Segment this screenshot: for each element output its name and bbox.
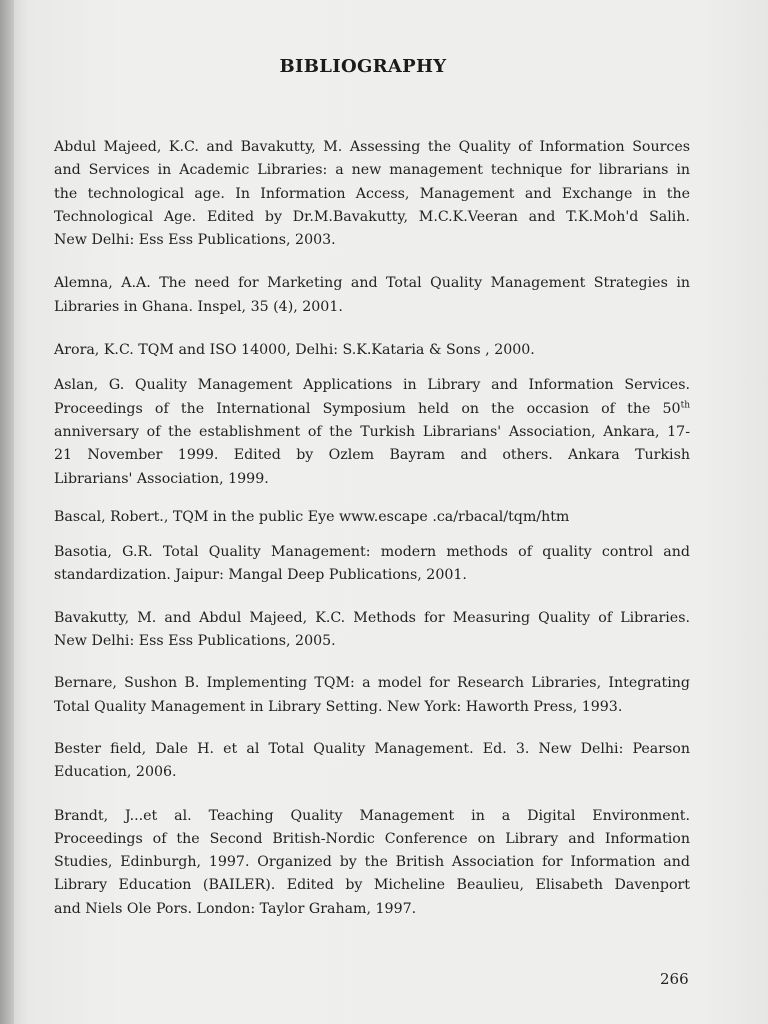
bibliography-entry (54, 272, 690, 319)
bibliography-entry (54, 339, 690, 362)
entry-line-text: Proceedings of the International Symposium held on the occasion of the 50 (54, 400, 681, 417)
entry-line: Aslan, G. Quality Management Applications in Library and Information Services. (54, 377, 690, 394)
page-title: BIBLIOGRAPHY (279, 56, 447, 77)
bibliography-entry (54, 607, 690, 654)
entry-line: and Niels Ole Pors. London: Taylor Graham, 1997. (54, 900, 417, 917)
entry-line: New Delhi: Ess Ess Publications, 2003. (54, 232, 336, 249)
entry-line: standardization. Jaipur: Mangal Deep Publications, 2001. (54, 567, 467, 584)
entry-line: Bernare, Sushon B. Implementing TQM: a model for Research Libraries, Integrating (54, 675, 690, 692)
entry-line: New Delhi: Ess Ess Publications, 2005. (54, 633, 336, 650)
entry-line: Education, 2006. (54, 764, 177, 781)
entry-line: Bavakutty, M. and Abdul Majeed, K.C. Methods for Measuring Quality of Libraries. (54, 609, 690, 626)
bibliography-entry (54, 506, 690, 529)
bibliography-list (54, 136, 690, 921)
entry-line: Technological Age. Edited by Dr.M.Bavakutty, M.C.K.Veeran and T.K.Moh'd Salih. (54, 208, 690, 225)
bibliography-entry (54, 805, 690, 921)
entry-line: Arora, K.C. TQM and ISO 14000, Delhi: S.K.Kataria & Sons , 2000. (54, 342, 535, 359)
entry-line: Bester field, Dale H. et al Total Quality Management. Ed. 3. New Delhi: Pearson (54, 740, 690, 757)
entry-line: Proceedings of the Second British-Nordic Conference on Library and Information (54, 830, 690, 847)
bibliography-entry (54, 541, 690, 588)
entry-line: Library Education (BAILER). Edited by Micheline Beaulieu, Elisabeth Davenport (54, 877, 690, 894)
page-binding-shadow (0, 0, 14, 1024)
entry-line: anniversary of the establishment of the Turkish Librarians' Association, Ankara, 17- (54, 423, 690, 440)
entry-line: Brandt, J...et al. Teaching Quality Management in a Digital Environment. (54, 807, 690, 824)
entry-line: Bascal, Robert., TQM in the public Eye www.escape .ca/rbacal/tqm/htm (54, 508, 570, 525)
entry-line: Abdul Majeed, K.C. and Bavakutty, M. Assessing the Quality of Information Sources (54, 139, 690, 155)
entry-line: Basotia, G.R. Total Quality Management: modern methods of quality control and (54, 544, 690, 561)
entry-line-with-superscript (54, 398, 690, 421)
entry-line: Studies, Edinburgh, 1997. Organized by the British Association for Information and (54, 854, 690, 871)
bibliography-entry (54, 136, 690, 252)
ordinal-superscript: th (680, 399, 690, 410)
bibliography-entry (54, 738, 690, 785)
entry-line: the technological age. In Information Access, Management and Exchange in the (54, 185, 690, 202)
entry-line: Alemna, A.A. The need for Marketing and Total Quality Management Strategies in (54, 275, 690, 292)
entry-line: Libraries in Ghana. Inspel, 35 (4), 2001. (54, 298, 343, 315)
entry-line: Librarians' Association, 1999. (54, 470, 269, 487)
bibliography-entry (54, 374, 690, 490)
bibliography-entry (54, 672, 690, 719)
page-number: 266 (660, 970, 689, 988)
entry-line: and Services in Academic Libraries: a new management technique for librarians in (54, 162, 690, 179)
entry-line: 21 November 1999. Edited by Ozlem Bayram and others. Ankara Turkish (54, 447, 690, 464)
entry-line: Total Quality Management in Library Setting. New York: Haworth Press, 1993. (54, 698, 623, 715)
